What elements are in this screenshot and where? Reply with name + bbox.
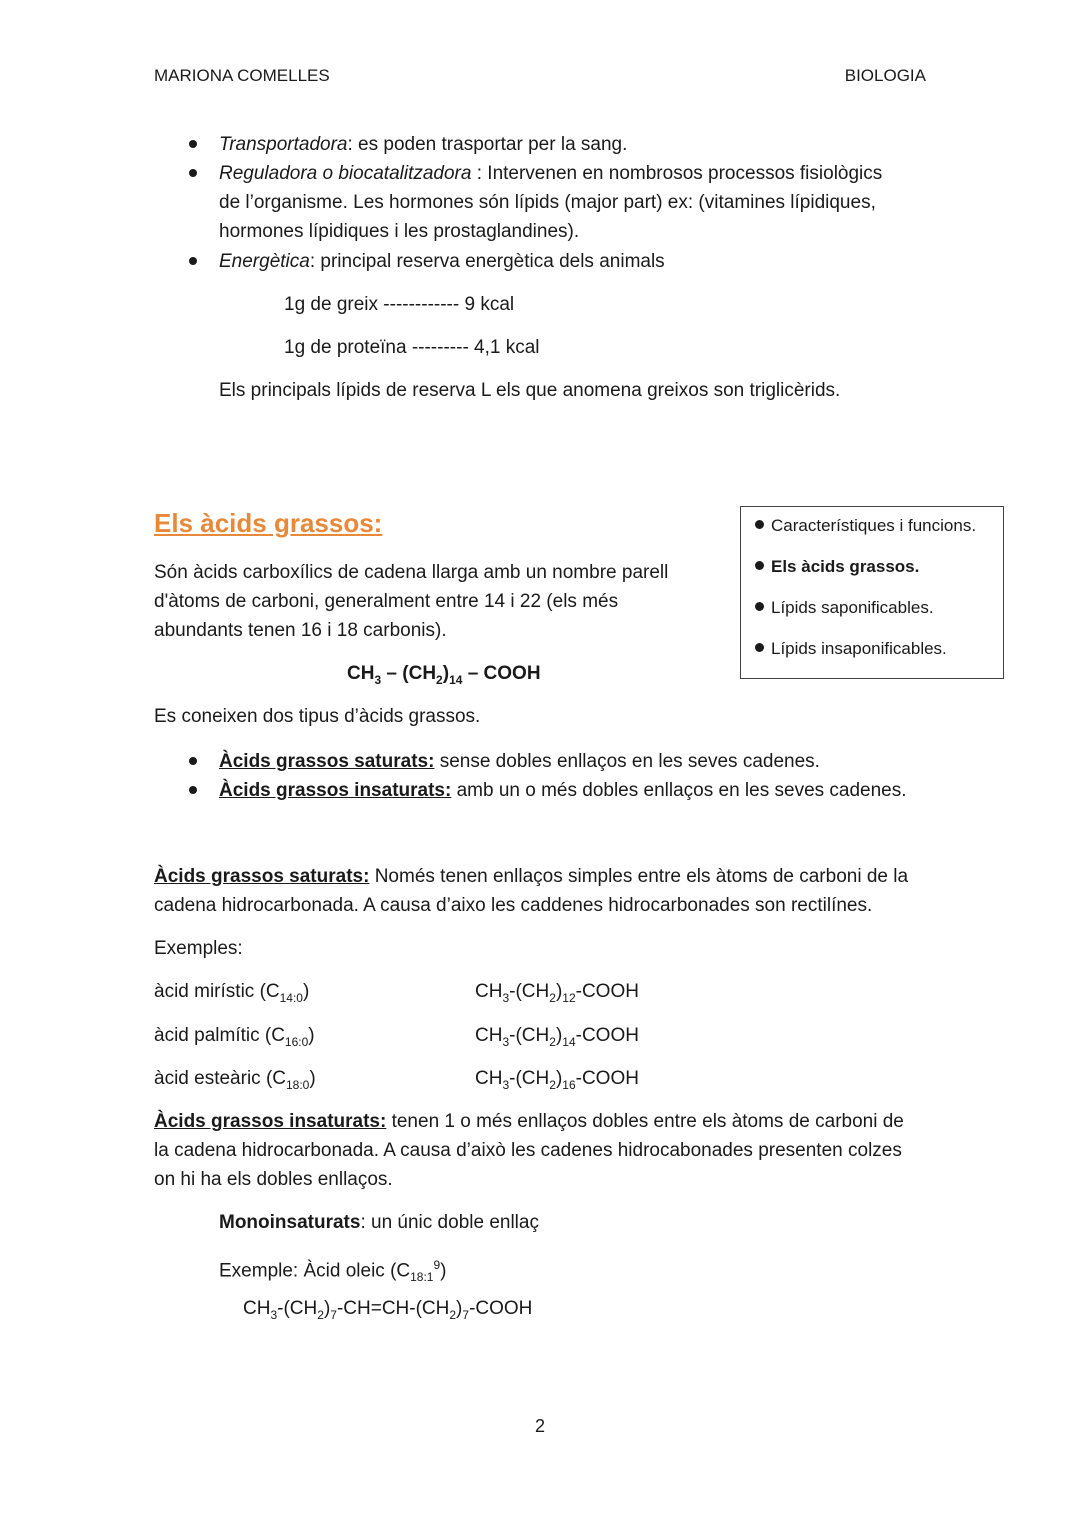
topic-item-current: Els àcids grassos.: [755, 557, 919, 577]
topics-box: [740, 506, 1004, 679]
topic-item: Lípids saponificables.: [755, 598, 934, 618]
list-item: [219, 247, 665, 276]
example-name: àcid esteàric $(C_{18:0})$: [154, 1068, 316, 1092]
monounsaturated-line: Monoinsaturats: un únic doble enllaç: [219, 1212, 539, 1233]
oleic-formula: $CH_3-(CH_2)_7-CH=CH-(CH_2)_7$-COOH: [243, 1298, 533, 1322]
intro-line: d'àtoms de carboni, generalment entre 14 i 22 (els més: [154, 591, 619, 612]
bullet-icon: [755, 602, 764, 611]
oleic-example: Exemple: Àcid oleic $(C_{18:1}^9)$: [219, 1258, 447, 1285]
intro-line: abundants tenen 16 i 18 carbonis).: [154, 620, 447, 641]
function-text: : principal reserva energètica dels animals: [309, 251, 665, 272]
unsaturated-paragraph-cont: on hi ha els dobles enllaços.: [154, 1169, 393, 1190]
unsaturated-paragraph: Àcids grassos insaturats: tenen 1 o més enllaços dobles entre els àtoms de carboni de: [154, 1111, 904, 1132]
example-name: àcid mirístic $(C_{14:0})$: [154, 981, 310, 1005]
function-term: Energètica: [219, 251, 310, 272]
topic-item: Lípids insaponificables.: [755, 639, 947, 659]
bullet-icon: [755, 643, 764, 652]
bullet-icon: [189, 257, 197, 265]
example-formula: $CH_3-(CH_2)_{16}$-COOH: [475, 1068, 639, 1092]
example-name: àcid palmític $(C_{16:0})$: [154, 1025, 315, 1049]
function-text: : es poden trasportar per la sang.: [347, 134, 628, 155]
bullet-icon: [189, 786, 197, 794]
intro-line: Són àcids carboxílics de cadena llarga amb un nombre parell: [154, 562, 669, 583]
bullet-icon: [755, 520, 764, 529]
energy-protein: 1g de proteïna --------- 4,1 kcal: [284, 337, 540, 358]
function-text-continued: hormones lípidiques i les prostaglandines).: [219, 221, 580, 242]
list-item: [219, 159, 882, 188]
saturated-paragraph: Àcids grassos saturats: Només tenen enllaços simples entre els àtoms de carboni de la: [154, 866, 909, 887]
list-item: Àcids grassos saturats: sense dobles enllaços en les seves cadenes.: [219, 751, 820, 772]
bullet-icon: [189, 140, 197, 148]
example-formula: $CH_3-(CH_2)_{12}$-COOH: [475, 981, 639, 1005]
types-intro: Es coneixen dos tipus d’àcids grassos.: [154, 706, 481, 727]
list-item: [219, 130, 627, 159]
header-author: MARIONA COMELLES: [154, 66, 330, 85]
function-term: Transportadora: [219, 134, 348, 155]
unsaturated-paragraph-cont: la cadena hidrocarbonada. A causa d’això les cadenes hidrocabonades presenten colzes: [154, 1140, 902, 1161]
topic-item: Característiques i funcions.: [755, 516, 976, 536]
examples-label: Exemples:: [154, 938, 243, 959]
saturated-paragraph-cont: cadena hidrocarbonada. A causa d’aixo les caddenes hidrocarbonades son rectilínes.: [154, 895, 873, 916]
example-formula: $CH_3-(CH_2)_{14}$-COOH: [475, 1025, 639, 1049]
bullet-icon: [189, 169, 197, 177]
energy-note: Els principals lípids de reserva L els que anomena greixos son triglicèrids.: [219, 380, 841, 401]
bullet-icon: [755, 561, 764, 570]
function-term: Reguladora o biocatalitzadora: [219, 163, 472, 184]
page-number: 2: [535, 1416, 546, 1436]
list-item: Àcids grassos insaturats: amb un o més dobles enllaços en les seves cadenes.: [219, 780, 907, 801]
header-subject: BIOLOGIA: [844, 66, 926, 85]
formula-palmitic: $CH_3 - (CH_2)_{14}$ – COOH: [347, 663, 541, 687]
bullet-icon: [189, 757, 197, 765]
function-text: : Intervenen en nombrosos processos fisiològics: [471, 163, 883, 184]
function-text-continued: de l’organisme. Les hormones són lípids (major part) ex: (vitamines lípidiques,: [219, 192, 876, 213]
section-title: Els àcids grassos:: [154, 508, 383, 538]
energy-fat: 1g de greix ------------ 9 kcal: [284, 294, 515, 315]
